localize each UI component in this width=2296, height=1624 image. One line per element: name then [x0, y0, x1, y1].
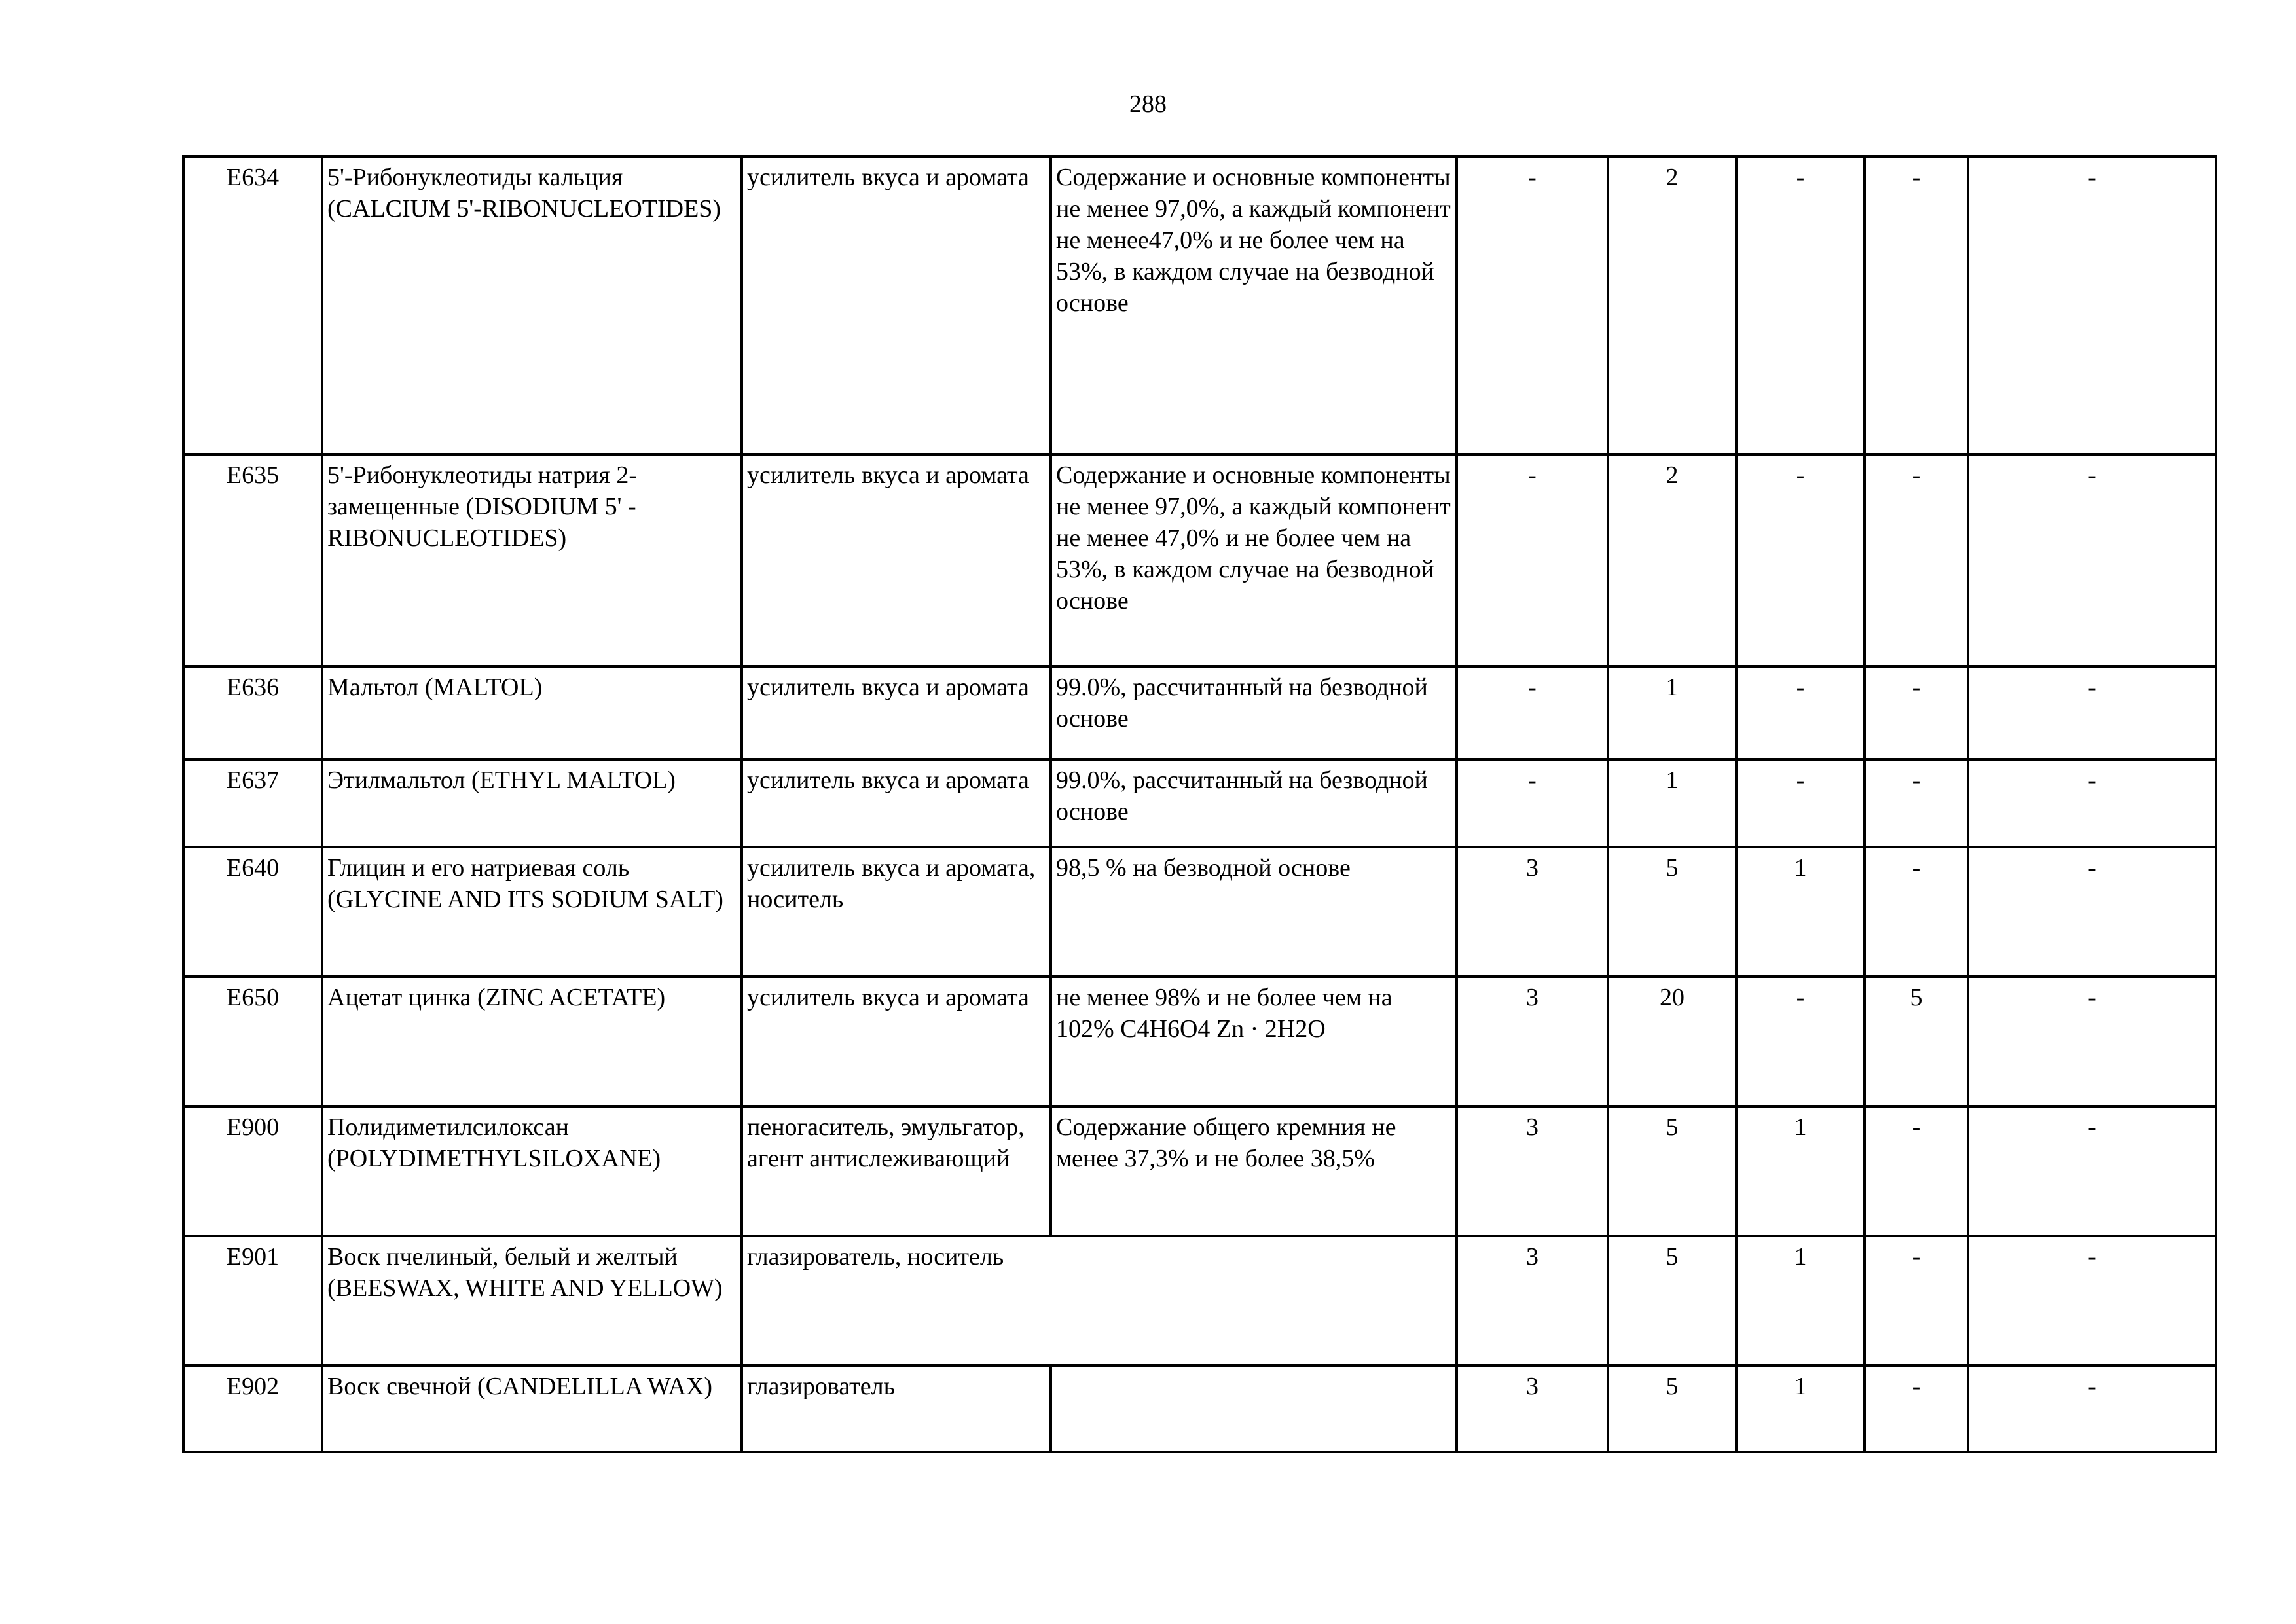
value-cell: - [1736, 977, 1865, 1106]
value-cell: - [1865, 759, 1968, 847]
value-cell: - [1968, 759, 2216, 847]
additives-table [182, 155, 2217, 1453]
value-cell: 3 [1457, 1365, 1608, 1452]
additive-code: E901 [183, 1236, 322, 1365]
table-row [183, 1365, 2216, 1452]
value-cell: 3 [1457, 1106, 1608, 1236]
value-cell: - [1865, 156, 1968, 454]
table-row [183, 759, 2216, 847]
value-cell: - [1968, 156, 2216, 454]
value-cell: 5 [1608, 1106, 1736, 1236]
value-cell: 5 [1608, 1365, 1736, 1452]
additive-name: Воск свечной (CANDELILLA WAX) [322, 1365, 742, 1452]
value-cell: - [1865, 1365, 1968, 1452]
additive-code: E635 [183, 454, 322, 666]
value-cell: - [1968, 977, 2216, 1106]
purity-criteria: 99.0%, рассчитанный на безводной основе [1051, 759, 1457, 847]
value-cell: - [1865, 1106, 1968, 1236]
value-cell: 5 [1608, 847, 1736, 977]
value-cell: 5 [1608, 1236, 1736, 1365]
additive-name: Воск пчелиный, белый и желтый (BEESWAX, WHITE AND YELLOW) [322, 1236, 742, 1365]
additive-function: глазирователь [742, 1365, 1051, 1452]
purity-criteria [1051, 1365, 1457, 1452]
value-cell: - [1736, 666, 1865, 759]
value-cell: - [1736, 759, 1865, 847]
value-cell: - [1968, 1236, 2216, 1365]
purity-criteria: Содержание общего кремния не менее 37,3% и не более 38,5% [1051, 1106, 1457, 1236]
value-cell: - [1736, 454, 1865, 666]
value-cell: 5 [1865, 977, 1968, 1106]
value-cell: - [1457, 454, 1608, 666]
table-row [183, 454, 2216, 666]
value-cell: 20 [1608, 977, 1736, 1106]
value-cell: - [1457, 759, 1608, 847]
additive-function: усилитель вкуса и аромата [742, 666, 1051, 759]
table-row [183, 1236, 2216, 1365]
additive-name: Этилмальтол (ETHYL MALTOL) [322, 759, 742, 847]
additive-function: пеногаситель, эмульгатор, агент антислеживающий [742, 1106, 1051, 1236]
value-cell: 1 [1608, 759, 1736, 847]
value-cell: - [1865, 847, 1968, 977]
additive-name: Полидиметилсилоксан (POLYDIMETHYLSILOXANE) [322, 1106, 742, 1236]
additive-name: Мальтол (MALTOL) [322, 666, 742, 759]
value-cell: - [1968, 1365, 2216, 1452]
value-cell: - [1865, 1236, 1968, 1365]
additive-code: E636 [183, 666, 322, 759]
value-cell: 1 [1736, 847, 1865, 977]
additive-code: E650 [183, 977, 322, 1106]
additive-code: E640 [183, 847, 322, 977]
additive-code: E637 [183, 759, 322, 847]
value-cell: - [1968, 666, 2216, 759]
value-cell: 1 [1736, 1365, 1865, 1452]
value-cell: - [1457, 156, 1608, 454]
table-row [183, 1106, 2216, 1236]
additive-code: E634 [183, 156, 322, 454]
table-row [183, 156, 2216, 454]
additive-code: E902 [183, 1365, 322, 1452]
value-cell: 2 [1608, 454, 1736, 666]
table-row [183, 847, 2216, 977]
purity-criteria: Содержание и основные компоненты не менее 97,0%, а каждый компонент не менее 47,0% и не более чем на 53%, в каждом случае на безводной основе [1051, 454, 1457, 666]
value-cell: 3 [1457, 847, 1608, 977]
additive-function: усилитель вкуса и аромата [742, 454, 1051, 666]
value-cell: - [1968, 1106, 2216, 1236]
purity-criteria: не менее 98% и не более чем на 102% C4H6O4 Zn · 2H2O [1051, 977, 1457, 1106]
value-cell: 3 [1457, 1236, 1608, 1365]
value-cell: - [1968, 454, 2216, 666]
purity-criteria: Содержание и основные компоненты не менее 97,0%, а каждый компонент не менее47,0% и не более чем на 53%, в каждом случае на безводной основе [1051, 156, 1457, 454]
value-cell: 1 [1736, 1106, 1865, 1236]
value-cell: 3 [1457, 977, 1608, 1106]
table-row [183, 666, 2216, 759]
additive-function: усилитель вкуса и аромата, носитель [742, 847, 1051, 977]
value-cell: 1 [1736, 1236, 1865, 1365]
additive-function: глазирователь, носитель [742, 1236, 1457, 1365]
additive-function: усилитель вкуса и аромата [742, 977, 1051, 1106]
additive-name: Глицин и его натриевая соль (GLYCINE AND ITS SODIUM SALT) [322, 847, 742, 977]
value-cell: - [1865, 666, 1968, 759]
additive-name: 5'-Рибонуклеотиды натрия 2-замещенные (DISODIUM 5' - RIBONUCLEOTIDES) [322, 454, 742, 666]
additive-function: усилитель вкуса и аромата [742, 156, 1051, 454]
purity-criteria: 98,5 % на безводной основе [1051, 847, 1457, 977]
additive-function: усилитель вкуса и аромата [742, 759, 1051, 847]
additive-code: E900 [183, 1106, 322, 1236]
table-row [183, 977, 2216, 1106]
purity-criteria: 99.0%, рассчитанный на безводной основе [1051, 666, 1457, 759]
page-number: 288 [1129, 90, 1167, 118]
additive-name: Ацетат цинка (ZINC ACETATE) [322, 977, 742, 1106]
value-cell: - [1968, 847, 2216, 977]
value-cell: 2 [1608, 156, 1736, 454]
value-cell: - [1736, 156, 1865, 454]
value-cell: - [1457, 666, 1608, 759]
additive-name: 5'-Рибонуклеотиды кальция (CALCIUM 5'-RIBONUCLEOTIDES) [322, 156, 742, 454]
value-cell: - [1865, 454, 1968, 666]
value-cell: 1 [1608, 666, 1736, 759]
